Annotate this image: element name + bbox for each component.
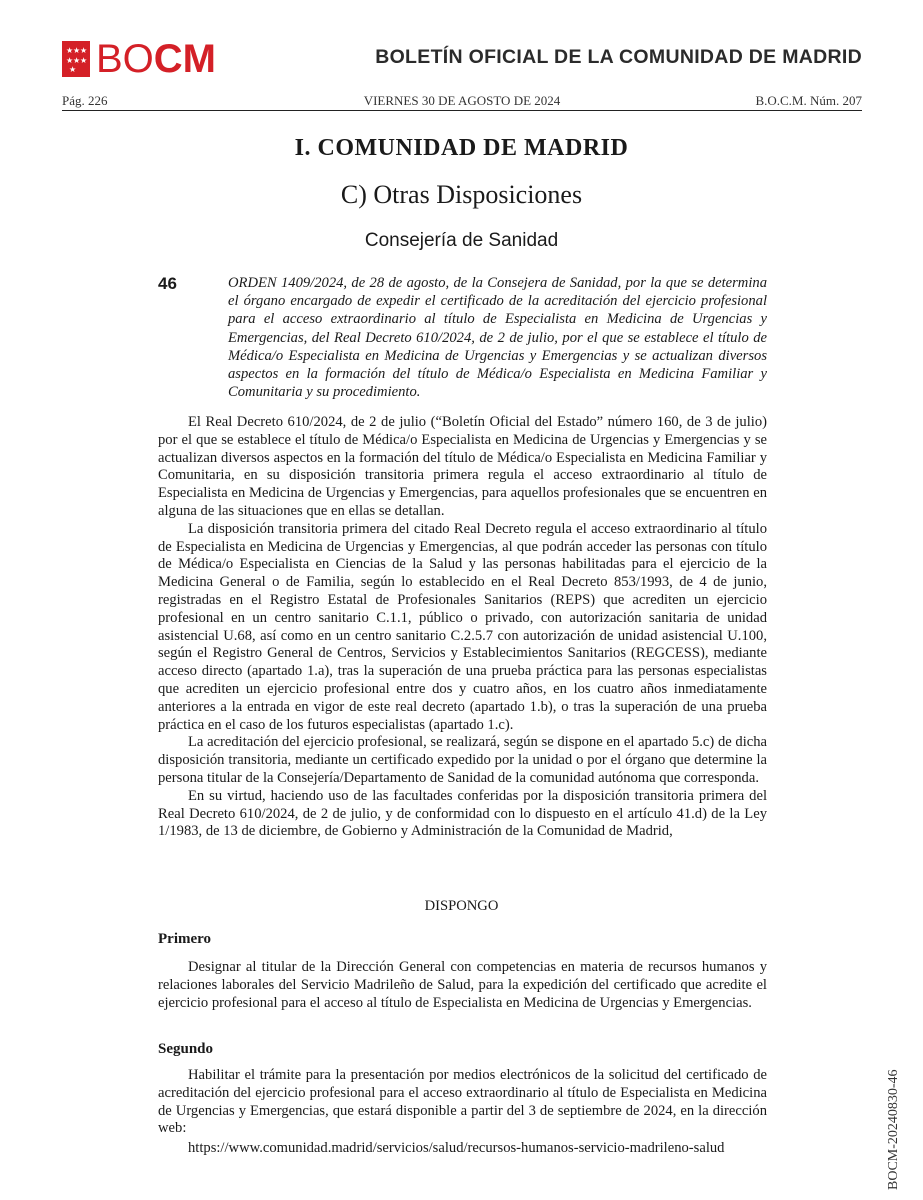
- web-address-link[interactable]: https://www.comunidad.madrid/servicios/salud/recursos-humanos-servicio-madrileno-salud: [188, 1140, 725, 1156]
- article-paragraph: Habilitar el trámite para la presentación por medios electrónicos de la solicitud del certificado de acreditación del ejercicio profesional para el acceso extraordinario al título de Especialista en Medicina de Urgencias y Emergencias, que estará disponible a partir del 3 de septiembre de 2024, en la dirección web:: [158, 1067, 767, 1137]
- department-name: Consejería de Sanidad: [364, 230, 559, 251]
- section-title: I. COMUNIDAD DE MADRID: [294, 135, 629, 161]
- madrid-flag-icon: ★ ★ ★ ★ ★ ★ ★: [62, 41, 90, 77]
- preamble-paragraph: En su virtud, haciendo uso de las facultades conferidas por la disposición transitoria primera del Real Decreto 610/2024, de 2 de julio, y de conformidad con lo dispuesto en el artículo 41.d) de la Ley 1/1983, de 13 de diciembre, de Gobierno y Administración de la Comunidad de Madrid,: [158, 787, 767, 840]
- preamble: [158, 414, 767, 841]
- article-heading-primero: Primero: [158, 931, 212, 947]
- header-divider: [62, 110, 862, 111]
- issue-date: VIERNES 30 DE AGOSTO DE 2024: [363, 93, 561, 108]
- document-code: BOCM-20240830-46: [886, 1069, 901, 1190]
- page-header: [62, 36, 862, 86]
- article-heading-segundo: Segundo: [158, 1041, 214, 1057]
- article-text-segundo: [158, 1067, 767, 1138]
- dispongo-heading: DISPONGO: [424, 898, 499, 914]
- order-number: 46: [158, 274, 177, 293]
- page-number: Pág. 226: [62, 93, 108, 108]
- preamble-paragraph: La acreditación del ejercicio profesional, se realizará, según se dispone en el apartado 5.c) de dicha disposición transitoria, mediante un certificado expedido por la unidad o por el órgano que determine la persona titular de la Consejería/Departamento de Sanidad de la comunidad autónoma que corresponda.: [158, 734, 767, 786]
- logo-text: [96, 36, 216, 82]
- bocm-logo: [62, 36, 216, 82]
- logo-text-cm: CM: [153, 37, 217, 81]
- order-summary: ORDEN 1409/2024, de 28 de agosto, de la Consejera de Sanidad, por la que se determina el órgano encargado de expedir el certificado de la acreditación del ejercicio profesional para el acceso extraordinario al título de Especialista en Medicina de Urgencias y Emergencias, del Real Decreto 610/2024, de 2 de julio, por el que se establece el título de Médica/o Especialista en Medicina de Urgencias y Emergencias y se actualizan diversos aspectos en la formación del título de Médica/o Especialista en Medicina Familiar y Comunitaria y su procedimiento.: [228, 275, 767, 401]
- article-paragraph: Designar al titular de la Dirección General con competencias en materia de recursos humanos y relaciones laborales del Servicio Madrileño de Salud, para la expedición del certificado que acredite el ejercicio profesional para el acceso al título de Especialista en Medicina de Urgencias y Emergencias.: [158, 959, 767, 1011]
- section-subtitle: C) Otras Disposiciones: [340, 180, 583, 209]
- journal-title: BOLETÍN OFICIAL DE LA COMUNIDAD DE MADRID: [375, 46, 862, 68]
- issue-number: B.O.C.M. Núm. 207: [755, 93, 862, 108]
- preamble-paragraph: El Real Decreto 610/2024, de 2 de julio (“Boletín Oficial del Estado” número 160, de 3 de julio) por el que se establece el título de Médica/o Especialista en Medicina de Urgencias y Emergencias y se actualizan diversos aspectos en la formación del título de Médica/o Especialista en Medicina Familiar y Comunitaria, en su disposición transitoria primera regula el acceso extraordinario al título de Especialista en Medicina de Urgencias y Emergencias, para aquellos profesionales que se encuentren en alguna de las situaciones que en ellas se detallan.: [158, 414, 767, 519]
- preamble-paragraph: La disposición transitoria primera del citado Real Decreto regula el acceso extraordinario al título de Especialista en Medicina de Urgencias y Emergencias, al que podrán acceder las personas con título de Médica/o Especialista en Ciencias de la Salud y las personas habilitadas para el ejercicio de la Medicina General o de Familia, según lo establecido en el Real Decreto 853/1993, de 4 de junio, registradas en el Registro Estatal de Profesionales Sanitarios (REPS) que acrediten un ejercicio profesional en un centro sanitario C.1.1, público o privado, con autorización sanitaria de unidad asistencial U.68, así como en un centro sanitario C.2.5.7 con autorización de unidad asistencial U.100, según el Registro General de Centros, Servicios y Establecimientos Sanitarios (REGCESS), mediante acceso directo (apartado 1.a), tras la superación de una prueba práctica para las personas especialistas que acrediten un ejercicio profesional entre dos y cuatro años, en los cuatro años inmediatamente anteriores a la entrada en vigor de este real decreto (apartado 1.b), o tras la superación de una prueba práctica en el caso de los futuros especialistas (apartado 1.c).: [158, 520, 767, 733]
- logo-text-bo: BO: [96, 37, 154, 81]
- article-text-primero: [158, 959, 767, 1012]
